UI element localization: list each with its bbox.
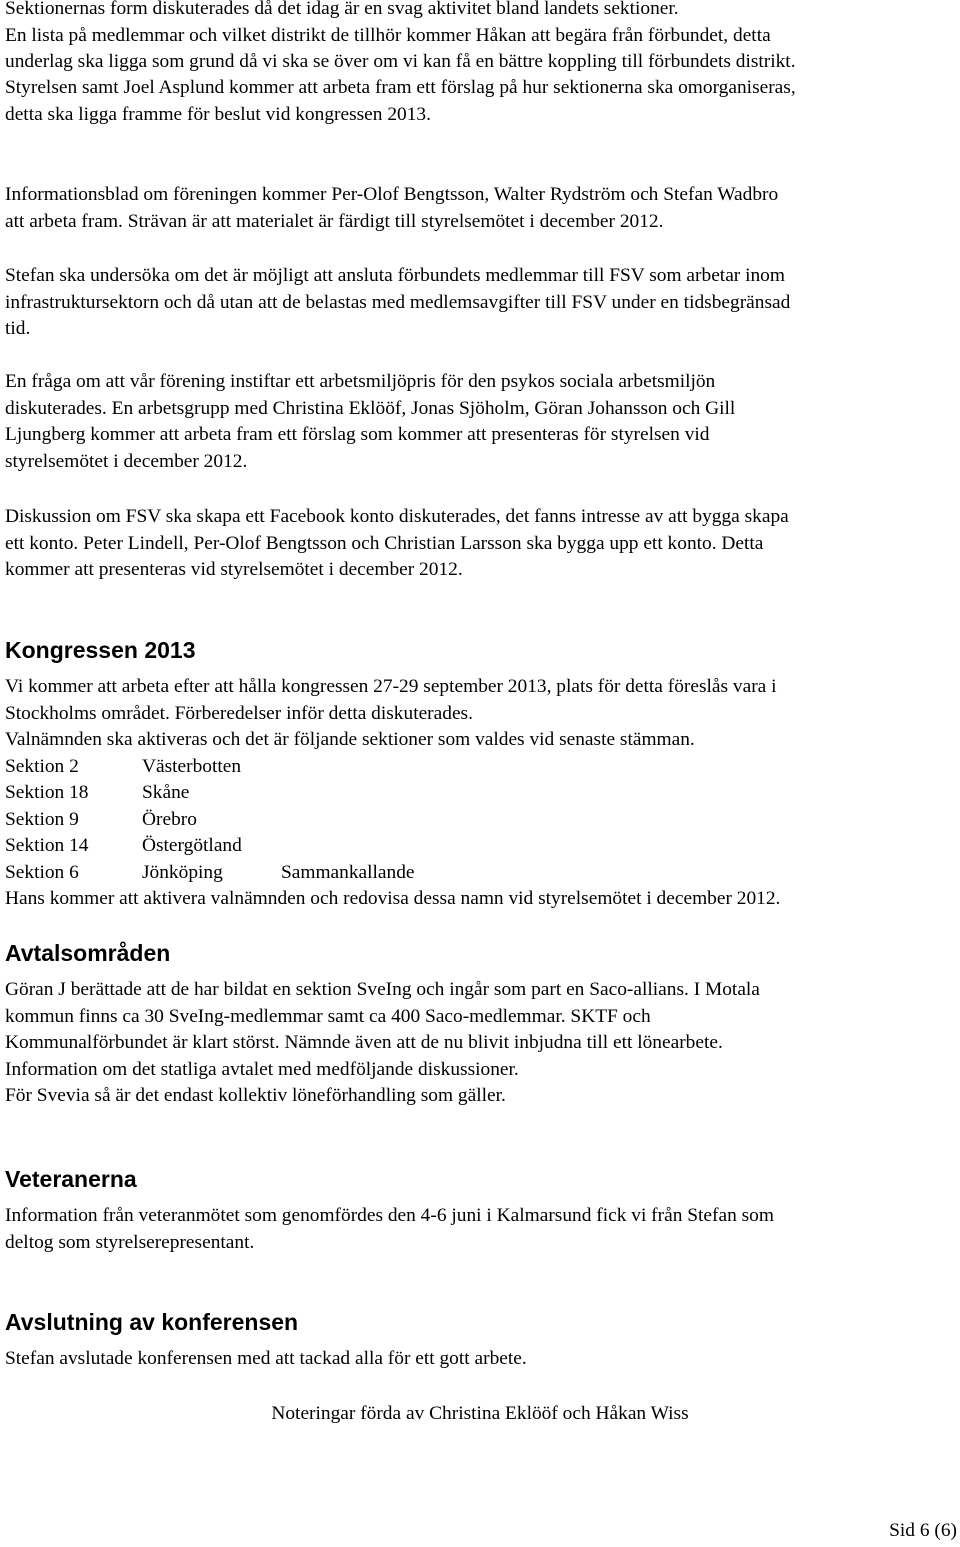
sektion-cell: Sektion 2 — [5, 755, 79, 777]
text-line: Stefan avslutade konferensen med att tackad alla för ett gott arbete. — [5, 1348, 527, 1369]
text-line: tid. — [5, 318, 31, 339]
text-line: Diskussion om FSV ska skapa ett Facebook konto diskuterades, det fanns intresse av att bygga skapa — [5, 506, 789, 527]
sektion-cell: Sektion 9 — [5, 808, 79, 830]
sektion-cell: Sektion 6 — [5, 861, 79, 883]
text-line: Ljungberg kommer att arbeta fram ett förslag som kommer att presenteras för styrelsen vid — [5, 424, 710, 445]
text-line: ett konto. Peter Lindell, Per-Olof Bengtsson och Christian Larsson ska bygga upp ett konto. Detta — [5, 532, 764, 554]
kongressen-section — [5, 674, 780, 913]
sektion-cell: Sektion 14 — [5, 835, 89, 856]
page-number: Sid 6 (6) — [889, 1520, 957, 1541]
table-row — [5, 780, 780, 807]
region-cell: Jönköping — [142, 861, 223, 883]
sektion-cell: Sektion 18 — [5, 782, 89, 803]
text-line: Vi kommer att arbeta efter att hålla kongressen 27-29 september 2013, plats för detta föreslås vara i — [5, 676, 777, 697]
text-line: infrastruktursektorn och då utan att de belastas med medlemsavgifter till FSV under en tidsbegränsad — [5, 291, 791, 313]
text-line: Styrelsen samt Joel Asplund kommer att arbeta fram ett förslag på hur sektionerna ska omorganiseras, — [5, 77, 796, 98]
text-line: För Svevia så är det endast kollektiv löneförhandling som gäller. — [5, 1085, 506, 1106]
text-line: Information från veteranmötet som genomfördes den 4-6 juni i Kalmarsund fick vi från Stefan som — [5, 1205, 774, 1226]
facebook-paragraph — [5, 504, 789, 584]
kongressen-heading: Kongressen 2013 — [5, 637, 196, 663]
region-cell: Östergötland — [142, 835, 242, 856]
text-line: kommer att presenteras vid styrelsemötet i december 2012. — [5, 559, 463, 580]
text-line: En fråga om att vår förening instiftar ett arbetsmiljöpris för den psykos sociala arbetsmiljön — [5, 371, 716, 392]
text-line: Stockholms området. Förberedelser inför detta diskuterades. — [5, 702, 473, 724]
text-line: Sektionernas form diskuterades då det idag är en svag aktivitet bland landets sektioner. — [5, 0, 679, 19]
text-line: styrelsemötet i december 2012. — [5, 450, 248, 472]
signature-line: Noteringar förda av Christina Eklööf och Håkan Wiss — [271, 1403, 689, 1424]
veteranerna-section — [5, 1203, 774, 1256]
fsv-membership-paragraph — [5, 263, 790, 343]
table-row — [5, 833, 780, 860]
informationsblad-paragraph — [5, 182, 778, 235]
text-line: att arbeta fram. Strävan är att materialet är färdigt till styrelsemötet i december 2012. — [5, 210, 664, 232]
text-line: underlag ska ligga som grund då vi ska se över om vi kan få en bättre koppling till förbundets distrikt. — [5, 51, 796, 72]
styrelsen-paragraph — [5, 75, 796, 128]
role-cell: Sammankallande — [281, 861, 415, 883]
table-row — [5, 807, 780, 834]
intro-paragraph — [5, 0, 796, 76]
region-cell: Skåne — [142, 782, 190, 803]
table-row — [5, 860, 780, 887]
veteranerna-heading: Veteranerna — [5, 1166, 137, 1192]
text-line: Hans kommer att aktivera valnämnden och redovisa dessa namn vid styrelsemötet i december 2012. — [5, 888, 781, 909]
text-line: Information om det statliga avtalet med medföljande diskussioner. — [5, 1058, 519, 1080]
avslutning-section — [5, 1346, 527, 1373]
text-line: deltog som styrelserepresentant. — [5, 1231, 255, 1253]
text-line: En lista på medlemmar och vilket distrikt de tillhör kommer Håkan att begära från förbundet, detta — [5, 24, 771, 46]
avslutning-heading: Avslutning av konferensen — [5, 1309, 299, 1335]
valnamnd-table — [5, 754, 780, 887]
avtal-section — [5, 977, 760, 1110]
avtal-heading: Avtalsområden — [5, 940, 171, 966]
text-line: Göran J berättade att de har bildat en sektion SveIng och ingår som part en Saco-allians. I Motala — [5, 979, 760, 1000]
text-line: Valnämnden ska aktiveras och det är följande sektioner som valdes vid senaste stämman. — [5, 729, 695, 750]
text-line: diskuterades. En arbetsgrupp med Christina Eklööf, Jonas Sjöholm, Göran Johansson och Gill — [5, 397, 736, 419]
text-line: detta ska ligga framme för beslut vid kongressen 2013. — [5, 103, 431, 125]
text-line: kommun finns ca 30 SveIng-medlemmar samt ca 400 Saco-medlemmar. SKTF och — [5, 1005, 651, 1027]
region-cell: Örebro — [142, 808, 197, 830]
arbetsmiljopris-paragraph — [5, 369, 735, 475]
table-row — [5, 754, 780, 781]
text-line: Informationsblad om föreningen kommer Per-Olof Bengtsson, Walter Rydström och Stefan Wadbro — [5, 184, 779, 205]
text-line: Kommunalförbundet är klart störst. Nämnde även att de nu blivit inbjudna till ett lönearbete. — [5, 1032, 723, 1053]
text-line: Stefan ska undersöka om det är möjligt att ansluta förbundets medlemmar till FSV som arbetar inom — [5, 265, 785, 286]
region-cell: Västerbotten — [142, 755, 242, 777]
